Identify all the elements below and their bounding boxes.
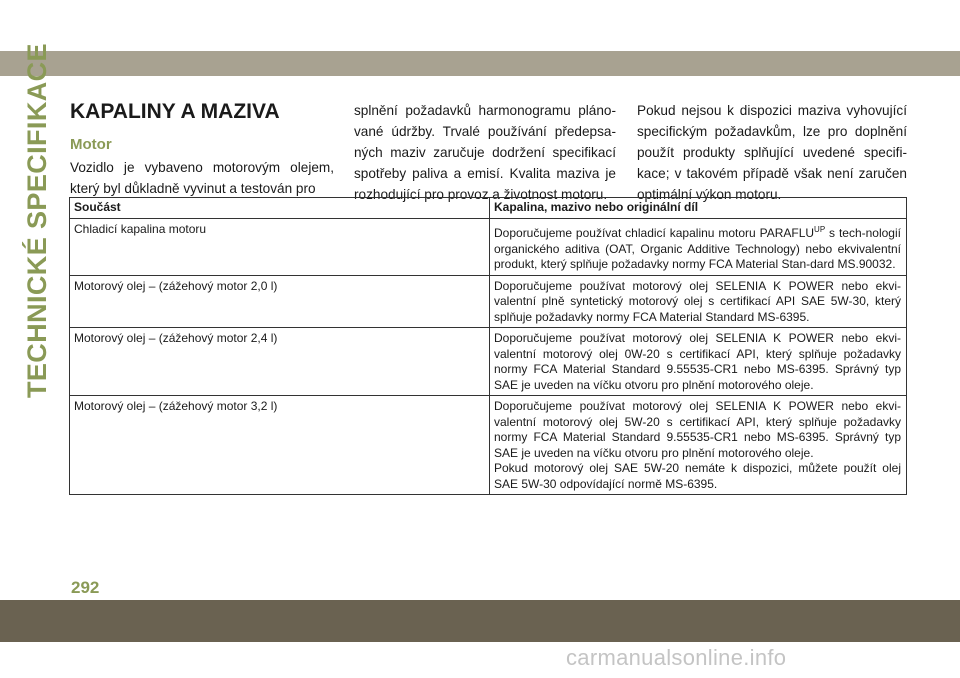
paragraph-column-3: Pokud nejsou k dispozici maziva vyhovující specifickým požadavkům, lze pro doplnění použít produkty splňující uvedené specifi-kace; v takovém případě však není zaručen optimální výkon motoru.	[637, 103, 907, 202]
bottom-decorative-bar	[0, 600, 960, 642]
page-number: 292	[71, 578, 100, 597]
table-row	[70, 219, 907, 276]
table-row	[70, 396, 907, 495]
table-cell-component: Motorový olej – (zážehový motor 2,4 l)	[70, 328, 490, 396]
table-header-spec: Kapalina, mazivo nebo originální díl	[490, 198, 907, 219]
table-header-row	[70, 198, 907, 219]
table-header-component: Součást	[70, 198, 490, 219]
top-decorative-bar	[0, 51, 960, 76]
spec-note: Pokud motorový olej SAE 5W-20 nemáte k dispozici, můžete použít olej SAE 5W-30 odpovídající normě MS-6395.	[494, 461, 901, 491]
subheading-motor: Motor	[70, 136, 112, 153]
table-cell-component: Motorový olej – (zážehový motor 3,2 l)	[70, 396, 490, 495]
section-title: KAPALINY A MAZIVA	[70, 100, 280, 123]
spec-text-continued: s tech-nologií organického aditiva (OAT, Organic Additive Technology) nebo ekvivalentní produkt, který splňuje požadavky normy FCA Material Stan-dard MS.90032.	[494, 226, 901, 271]
paragraph-column-1: Vozidlo je vybaveno motorovým olejem, který byl důkladně vyvinut a testován pro	[70, 160, 334, 196]
paragraph-column-2: splnění požadavků harmonogramu pláno-vané údržby. Trvalé používání předepsa-ných maziv zaručuje dodržení specifikací spotřeby paliva a emisí. Kvalita maziva je rozhodující pro provoz a životnost motoru.	[354, 103, 616, 202]
spec-text: Doporučujeme používat chladicí kapalinu motoru PARAFLU	[494, 226, 815, 240]
table-cell-spec	[490, 396, 907, 495]
watermark-text: carmanualsonline.info	[566, 645, 787, 670]
table-cell-component: Motorový olej – (zážehový motor 2,0 l)	[70, 275, 490, 328]
table-cell-component: Chladicí kapalina motoru	[70, 219, 490, 276]
table-cell-spec: Doporučujeme používat motorový olej SELENIA K POWER nebo ekvi-valentní motorový olej 0W-20 s certifikací API, který splňuje požadavky normy FCA Material Standard 9.55535-CR1 nebo MS-6395. Správný typ SAE je uveden na víčku otvoru pro plnění motorového oleje.	[490, 328, 907, 396]
fluids-spec-table	[69, 197, 907, 495]
table-cell-spec	[490, 219, 907, 276]
table-row	[70, 328, 907, 396]
chapter-side-label: TECHNICKÉ SPECIFIKACE	[22, 43, 52, 398]
table-row	[70, 275, 907, 328]
superscript-up: UP	[814, 225, 826, 234]
spec-text: Doporučujeme používat motorový olej SELENIA K POWER nebo ekvi-valentní motorový olej 5W-20 s certifikací API, který splňuje požadavky normy FCA Material Standard 9.55535-CR1 nebo MS-6395. Správný typ SAE je uveden na víčku otvoru pro plnění motorového oleje.	[494, 399, 901, 460]
table-cell-spec: Doporučujeme používat motorový olej SELENIA K POWER nebo ekvi-valentní plně syntetický motorový olej s certifikací API SAE 5W-30, který splňuje požadavky normy FCA Material Standard MS-6395.	[490, 275, 907, 328]
